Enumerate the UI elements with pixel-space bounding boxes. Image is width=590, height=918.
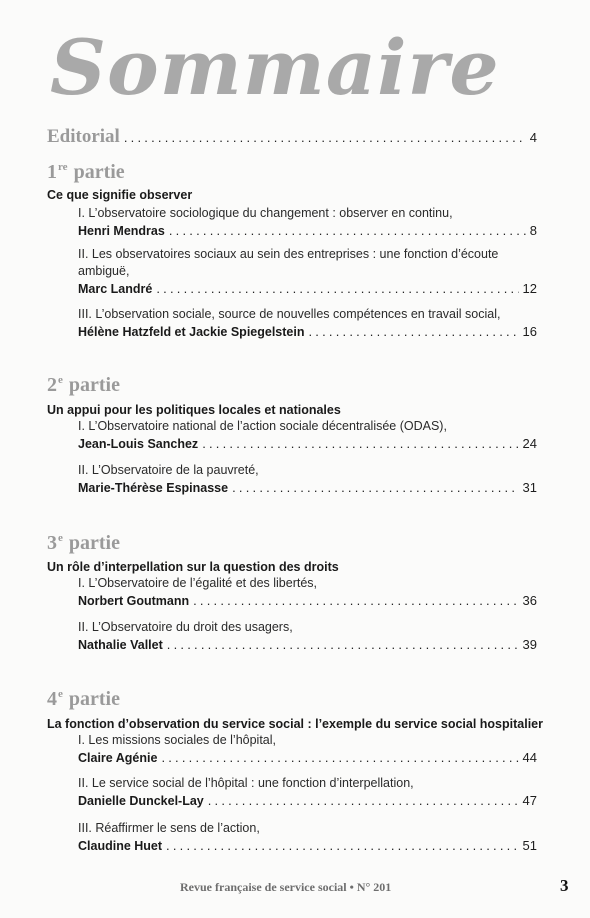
part-word: partie [68,532,120,554]
entry-title: II. Le service social de l’hôpital : une fonction d’interpellation, [78,776,414,790]
toc-entry[interactable] [78,732,537,767]
part-heading [47,375,120,395]
entry-title: I. L’Observatoire national de l’action sociale décentralisée (ODAS), [78,419,447,433]
entry-author: Hélène Hatzfeld et Jackie Spiegelstein [78,325,305,339]
toc-entry[interactable] [78,619,537,654]
entry-author: Claire Agénie [78,751,158,765]
part-suffix: e [58,532,63,544]
entry-author: Danielle Dunckel-Lay [78,794,204,808]
dot-leader [167,638,519,651]
toc-entry-editorial[interactable] [47,126,537,148]
toc-entry[interactable] [78,205,537,240]
page-ref: 4 [529,130,537,145]
dot-leader [166,839,518,852]
entry-author: Claudine Huet [78,839,163,853]
dot-leader [156,282,518,295]
dot-leader [208,794,519,807]
section-heading: Ce que signifie observer [47,188,193,202]
part-number: 2 [47,374,57,396]
toc-entry[interactable] [78,418,537,453]
page-ref: 39 [522,637,537,652]
dot-leader [193,594,518,607]
entry-title: I. L’observatoire sociologique du changement : observer en continu, [78,206,453,220]
part-number: 1 [47,161,57,183]
toc-entry[interactable] [78,462,537,497]
page-ref: 44 [522,750,537,765]
dot-leader [202,437,518,450]
part-number: 3 [47,532,57,554]
section-heading: Un rôle d’interpellation sur la question des droits [47,560,339,574]
dot-leader [232,481,518,494]
editorial-label: Editorial [47,126,120,147]
page-number: 3 [560,876,569,895]
part-suffix: re [58,161,68,173]
part-suffix: e [58,688,63,700]
toc-entry[interactable] [78,306,537,341]
entry-title: III. L’observation sociale, source de nouvelles compétences en travail social, [78,307,501,321]
page-ref: 16 [522,324,537,339]
page-title: Sommaire [50,23,500,112]
entry-title: II. L’Observatoire de la pauvreté, [78,463,259,477]
dot-leader [161,751,518,764]
toc-entry[interactable] [78,246,537,298]
part-heading [47,533,120,553]
part-number: 4 [47,688,57,710]
toc-entry[interactable] [78,575,537,610]
entry-author: Nathalie Vallet [78,638,163,652]
entry-author: Marc Landré [78,282,153,296]
page-ref: 47 [522,793,537,808]
entry-title: II. L’Observatoire du droit des usagers, [78,620,293,634]
part-word: partie [68,688,120,710]
page-ref: 24 [522,436,537,451]
part-word: partie [68,374,120,396]
entry-author: Marie-Thérèse Espinasse [78,481,229,495]
dot-leader [169,224,526,237]
entry-title: I. L’Observatoire de l’égalité et des libertés, [78,576,318,590]
entry-title: I. Les missions sociales de l’hôpital, [78,733,277,747]
toc-entry[interactable] [78,775,537,810]
part-word: partie [73,161,125,183]
page-ref: 12 [522,281,537,296]
entry-author: Norbert Goutmann [78,594,190,608]
page-ref: 31 [522,480,537,495]
dot-leader [124,131,526,144]
part-suffix: e [58,374,63,386]
entry-author: Henri Mendras [78,224,165,238]
journal-footer: Revue française de service social • N° 201 [180,880,392,894]
section-heading: Un appui pour les politiques locales et nationales [47,403,341,417]
page-ref: 51 [522,838,537,853]
part-heading [47,162,125,182]
toc-entry[interactable] [78,820,537,855]
entry-title: III. Réaffirmer le sens de l’action, [78,821,260,835]
page-ref: 8 [529,223,537,238]
page-ref: 36 [522,593,537,608]
dot-leader [308,325,518,338]
section-heading: La fonction d’observation du service social : l’exemple du service social hospitalier [47,717,543,731]
entry-title: II. Les observatoires sociaux au sein des entreprises : une fonction d’écoute ambiguë, [78,247,499,278]
part-heading [47,689,120,709]
entry-author: Jean-Louis Sanchez [78,437,199,451]
